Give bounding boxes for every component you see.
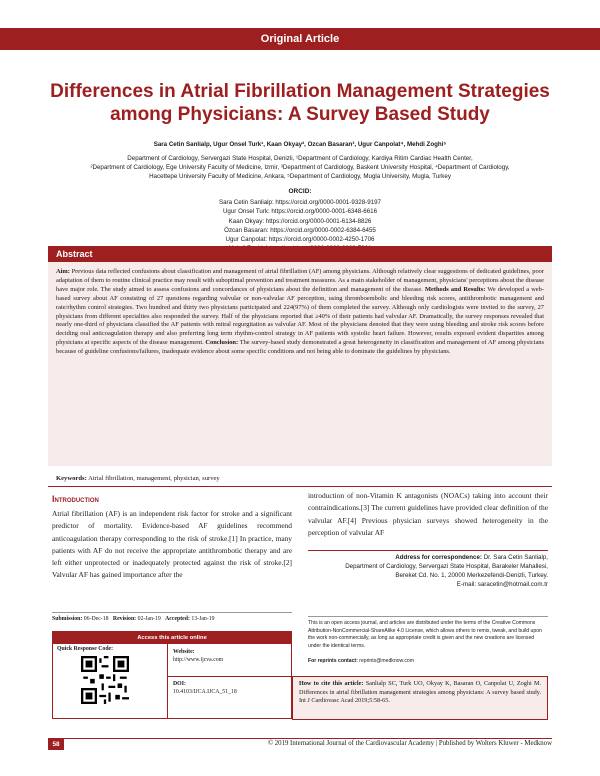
website-block	[173, 648, 289, 664]
article-title: Differences in Atrial Fibrillation Management Strategies among Physicians: A Survey Based Study	[50, 81, 550, 125]
orcid-link[interactable]: Ugur Onsel Turk: https://orcid.org/0000-0001-6348-6616	[222, 208, 378, 216]
author-list: Sara Cetin Sanlialp, Ugur Onsel Turk¹, Kaan Okyay², Ozcan Basaran³, Ugur Canpolat⁴, Mehdi Zoghi⁵	[153, 141, 447, 148]
correspondence-name: Dr. Sara Cetin Sanlialp,	[483, 554, 548, 561]
intro-left-column: Atrial fibrillation (AF) is an independent risk factor for stroke and a significant predictor of mortality. Evidence-based AF guidelines recommend anticoagulation therapy corresponding to the risk of stroke.[1] In practice, many patients with AF do not receive the appropriate antithrombotic therapy and are left either unprotected or inadequately protected against the risk of stroke.[2] Valvular AF has gained importance after the	[52, 509, 292, 580]
footer-rule	[48, 738, 552, 739]
abstract-heading: Abstract	[48, 246, 552, 262]
access-heading: Access this article online	[53, 632, 291, 644]
revision-date: 02-Jan-19	[137, 616, 161, 622]
affiliation-line: Hacettepe University Faculty of Medicine, Ankara, ⁵Department of Cardiology, Mugla University, Mugla, Turkey	[149, 173, 451, 180]
submission-label: Submission:	[52, 616, 83, 622]
website-link[interactable]: http://www.ijcva.com	[173, 657, 224, 663]
keywords	[48, 469, 552, 487]
accepted-label: Accepted:	[165, 616, 190, 622]
doi-link[interactable]: 10.4103/IJCA.IJCA_51_18	[173, 689, 237, 695]
revision-label: Revision:	[112, 616, 137, 622]
cite-text: Sanlialp SC, Turk UO, Okyay K, Basaran O, Canpolat U, Zoghi M. Differences in atrial fibrillation management strategies among physicians: A survey based study. Int J Cardiovasc Acad 2019;5:58-65.	[299, 680, 541, 704]
orcid-link[interactable]: Sara Cetin Sanlialp: https://orcid.org/0000-0001-9328-9197	[218, 199, 381, 206]
website-label: Website:	[173, 649, 195, 655]
correspondence-line: Bereket Cd. No. 1, 20000 Merkezefendi-Denizli, Turkey.	[395, 571, 548, 579]
affiliation-line: ²Department of Cardiology, Ege University Faculty of Medicine, Izmir, ³Department of Cardiology, Baskent University Hospital, ⁴Department of Cardiology,	[90, 164, 510, 171]
keywords-label: Keywords:	[56, 475, 87, 482]
article-type-banner: Original Article	[0, 28, 600, 50]
accepted-date: 13-Jan-19	[191, 616, 215, 622]
orcid-link[interactable]: Ugur Canpolat: https://orcid.org/0000-0002-4250-1706	[225, 236, 375, 244]
orcid-link[interactable]: Kaan Okyay: https://orcid.org/0000-0001-6134-8826	[228, 217, 372, 225]
abstract-methods: We developed a web-based survey about AF consisting of 27 questions regarding valvular or non-valvular AF perception, using thromboembolic and bleeding risk scores, antithrombotic management and rate/rhythm control strategies. Two hundred and thirty two physicians participated and 224(97%) of them completed the survey. Although only cardiologists were invited to the survey, 27 physicians from different specialties also responded the survey. Half of the physicians reported that ≥40% of their patients had valvular AF. Dramatically, the survey responses revealed that nearly one-third of physicians classified the AF patients with mitral regurgitation as valvular AF. Most of the physicians denoted that they were using bleeding and stroke risk scores before deciding oral anticoagulation therapy and also preferring long term rhythm-control strategy in AF patients with systolic heart failure. However, results exposed evident disparities among physicians at specific aspects of the disease management.	[56, 285, 544, 347]
cite-label: How to cite this article:	[299, 680, 364, 687]
abstract-aim: Previous data reflected confusions about classification and management of atrial fibrillation (AF) among physicians. Although relatively clear suggestions of dedicated guidelines, poor adaptation of them to routine clinical practice may result with suboptimal prevention and treatment measures. As a main stakeholder of management, physicians' perceptions about the disease have major role. The study aimed to assess confusions and concordances of physicians about the definition and management of the disease.	[56, 268, 544, 293]
correspondence-box	[308, 550, 548, 590]
correspondence-label: Address for correspondence:	[395, 554, 482, 561]
abstract-aim-label: Aim:	[56, 268, 70, 275]
keywords-text: Atrial fibrillation, management, physician, survey	[88, 475, 220, 482]
affiliations	[40, 154, 560, 181]
access-box	[52, 631, 292, 719]
dates-line	[52, 612, 292, 622]
introduction-heading: Introduction	[52, 494, 99, 504]
abstract-methods-label: Methods and Results:	[424, 285, 486, 293]
doi-block	[173, 680, 289, 696]
access-divider	[167, 644, 168, 718]
submission-date: 06-Dec-18	[83, 616, 109, 622]
reprints-email[interactable]: reprints@medknow.com	[359, 658, 414, 664]
qr-code-icon[interactable]	[81, 656, 129, 704]
correspondence-line: Department of Cardiology, Servergazi State Hospital, Barakeler Mahallesi,	[345, 562, 548, 570]
reprints-label: For reprints contact:	[308, 658, 358, 664]
qr-label: Quick Response Code:	[57, 646, 114, 652]
intro-right-column: introduction of non-Vitamin K antagonists (NOACs) taking into account their contraindications.[3] The current guidelines have provided clear definition of the valvular AF.[4] Previous physician surveys showed heterogeneity in the perception of valvular AF	[308, 491, 548, 537]
doi-label: DOI:	[173, 681, 186, 687]
abstract-conclusion: The survey-based study demonstrated a great heterogeneity in classification and management of AF among physicians because of guideline confusions/failures, inadequate evidence about some specific conditions and not being able to dominate the guidelines by physicians.	[56, 339, 544, 356]
citation-box	[292, 676, 548, 720]
correspondence-email[interactable]: E-mail: saracetin@hotmail.com.tr	[456, 580, 548, 588]
page-number: 58	[48, 739, 64, 750]
footer-text: © 2019 International Journal of the Cardiovascular Academy | Published by Wolters Kluwer - Medknow	[267, 740, 552, 747]
orcid-link[interactable]: Özcan Basaran: https://orcid.org/0000-0002-6384-6455	[224, 226, 376, 234]
reprints-line	[308, 658, 548, 664]
abstract-conclusion-label: Conclusion:	[205, 339, 239, 347]
access-divider	[167, 676, 291, 677]
affiliation-line: Department of Cardiology, Servergazi State Hospital, Denizli, ¹Department of Cardiology, Kardiya Ritim Cardiac Health Center,	[127, 155, 473, 162]
abstract-body	[48, 262, 552, 466]
license-text: This is an open access journal, and articles are distributed under the terms of the Creative Commons Attribution-NonCommercial-ShareAlike 4.0 License, which allows others to remix, tweak, and build upon the work non-commercially, as long as appropriate credit is given and the new creations are licensed under the identical terms.	[308, 616, 548, 650]
orcid-heading: ORCID:	[288, 188, 312, 195]
